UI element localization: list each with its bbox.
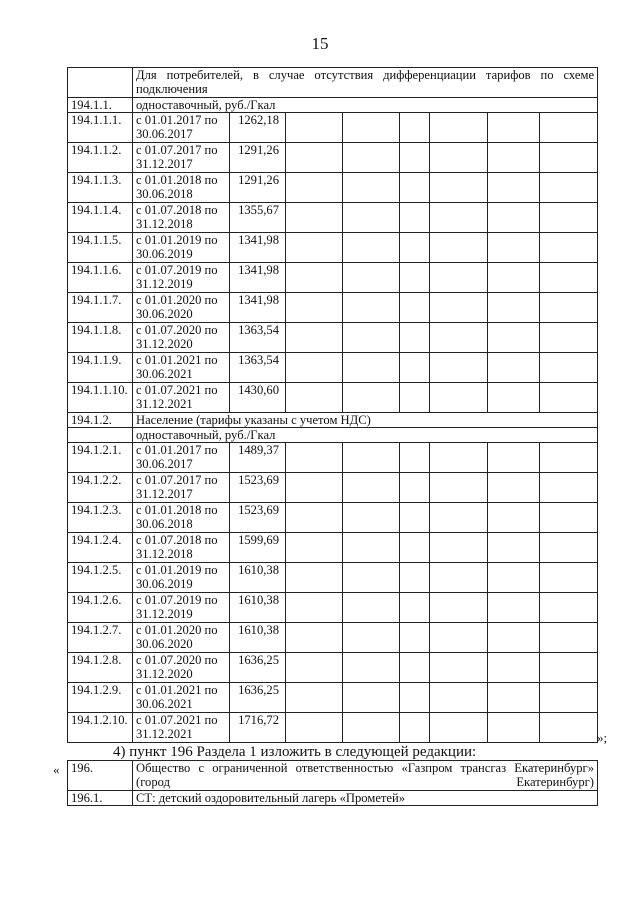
tariff-row	[68, 113, 598, 143]
empty-cell	[540, 323, 598, 353]
empty-cell	[430, 143, 488, 173]
empty-cell	[540, 683, 598, 713]
page-number: 15	[311, 34, 329, 53]
empty-cell	[540, 593, 598, 623]
empty-cell	[488, 293, 540, 323]
tariff-row	[68, 443, 598, 473]
tariff-row	[68, 203, 598, 233]
empty-cell	[540, 383, 598, 413]
empty-cell	[286, 593, 343, 623]
close-quote: »;	[597, 730, 608, 745]
group2-label: Население (тарифы указаны с учетом НДС)	[133, 413, 598, 428]
tariff-table	[67, 67, 598, 743]
empty-cell	[430, 323, 488, 353]
tariff-code: 194.1.1.3.	[68, 173, 133, 203]
empty-cell	[286, 263, 343, 293]
empty-cell	[286, 173, 343, 203]
empty-cell	[343, 623, 400, 653]
empty-cell	[488, 383, 540, 413]
empty-cell	[343, 533, 400, 563]
tariff-value: 1610,38	[230, 593, 286, 623]
empty-cell	[430, 713, 488, 743]
tariff-row	[68, 323, 598, 353]
tariff-value: 1341,98	[230, 233, 286, 263]
empty-cell	[488, 263, 540, 293]
tariff-row	[68, 683, 598, 713]
empty-cell	[400, 653, 430, 683]
empty-cell	[286, 383, 343, 413]
tariff-value: 1363,54	[230, 323, 286, 353]
tariff-period: с 01.07.2019 по 31.12.2019	[133, 263, 230, 293]
empty-cell	[430, 233, 488, 263]
empty-cell	[343, 443, 400, 473]
group1-label: одноставочный, руб./Гкал	[133, 98, 598, 113]
empty-cell	[400, 533, 430, 563]
empty-cell	[343, 473, 400, 503]
empty-cell	[540, 173, 598, 203]
empty-cell	[286, 233, 343, 263]
empty-cell	[430, 623, 488, 653]
empty-cell	[540, 293, 598, 323]
group-row	[68, 428, 598, 443]
tariff-period: с 01.07.2020 по 31.12.2020	[133, 323, 230, 353]
empty-cell	[286, 713, 343, 743]
empty-cell	[286, 683, 343, 713]
tariff-code: 194.1.1.2.	[68, 143, 133, 173]
empty-cell	[430, 293, 488, 323]
tariff-value: 1262,18	[230, 113, 286, 143]
header-code-cell	[68, 68, 133, 98]
empty-cell	[540, 203, 598, 233]
org-code: 196.	[68, 761, 133, 791]
tariff-row	[68, 353, 598, 383]
empty-cell	[400, 563, 430, 593]
tariff-code: 194.1.2.1.	[68, 443, 133, 473]
empty-cell	[430, 563, 488, 593]
empty-cell	[540, 563, 598, 593]
empty-cell	[488, 203, 540, 233]
empty-cell	[286, 653, 343, 683]
empty-cell	[488, 173, 540, 203]
empty-cell	[400, 383, 430, 413]
empty-cell	[343, 323, 400, 353]
empty-cell	[540, 113, 598, 143]
open-quote: «	[53, 762, 60, 777]
tariff-row	[68, 293, 598, 323]
empty-cell	[343, 173, 400, 203]
empty-cell	[540, 233, 598, 263]
tariff-code: 194.1.1.8.	[68, 323, 133, 353]
empty-cell	[343, 293, 400, 323]
empty-cell	[400, 473, 430, 503]
empty-cell	[286, 443, 343, 473]
tariff-row	[68, 473, 598, 503]
empty-cell	[430, 383, 488, 413]
tariff-value: 1355,67	[230, 203, 286, 233]
group-row	[68, 413, 598, 428]
tariff-period: с 01.07.2021 по 31.12.2021	[133, 713, 230, 743]
empty-cell	[488, 143, 540, 173]
tariff-period: с 01.01.2017 по 30.06.2017	[133, 443, 230, 473]
empty-cell	[343, 563, 400, 593]
tariff-period: с 01.01.2018 по 30.06.2018	[133, 173, 230, 203]
empty-cell	[400, 503, 430, 533]
empty-cell	[286, 503, 343, 533]
empty-cell	[343, 233, 400, 263]
empty-cell	[488, 683, 540, 713]
group1-row	[68, 98, 598, 113]
tariff-row	[68, 653, 598, 683]
tariff-row	[68, 263, 598, 293]
empty-cell	[540, 143, 598, 173]
org-code: 196.1.	[68, 791, 133, 806]
empty-cell	[430, 473, 488, 503]
empty-cell	[540, 473, 598, 503]
empty-cell	[488, 533, 540, 563]
empty-cell	[430, 443, 488, 473]
tariff-code: 194.1.2.3.	[68, 503, 133, 533]
empty-cell	[488, 653, 540, 683]
tariff-row	[68, 623, 598, 653]
empty-cell	[540, 653, 598, 683]
tariff-period: с 01.07.2019 по 31.12.2019	[133, 593, 230, 623]
empty-cell	[540, 263, 598, 293]
empty-cell	[343, 653, 400, 683]
empty-cell	[488, 623, 540, 653]
empty-cell	[343, 713, 400, 743]
tariff-row	[68, 533, 598, 563]
empty-cell	[343, 593, 400, 623]
tariff-value: 1523,69	[230, 473, 286, 503]
empty-cell	[540, 713, 598, 743]
empty-cell	[343, 203, 400, 233]
tariff-code: 194.1.1.1.	[68, 113, 133, 143]
empty-cell	[400, 143, 430, 173]
group1-code: 194.1.1.	[68, 98, 133, 113]
empty-cell	[343, 143, 400, 173]
empty-cell	[540, 623, 598, 653]
empty-cell	[286, 323, 343, 353]
tariff-code: 194.1.1.10.	[68, 383, 133, 413]
empty-cell	[430, 203, 488, 233]
empty-cell	[286, 203, 343, 233]
empty-cell	[488, 713, 540, 743]
org-camp-name: СТ: детский оздоровительный лагерь «Прометей»	[133, 791, 598, 806]
tariff-code: 194.1.1.9.	[68, 353, 133, 383]
empty-cell	[400, 683, 430, 713]
empty-cell	[400, 233, 430, 263]
empty-cell	[540, 353, 598, 383]
tariff-period: с 01.07.2018 по 31.12.2018	[133, 203, 230, 233]
tariff-code: 194.1.1.5.	[68, 233, 133, 263]
empty-cell	[430, 173, 488, 203]
tariff-code: 194.1.2.5.	[68, 563, 133, 593]
tariff-value: 1610,38	[230, 623, 286, 653]
empty-cell	[488, 593, 540, 623]
tariff-row	[68, 713, 598, 743]
tariff-period: с 01.07.2018 по 31.12.2018	[133, 533, 230, 563]
empty-cell	[488, 473, 540, 503]
tariff-period: с 01.01.2020 по 30.06.2020	[133, 293, 230, 323]
empty-cell	[430, 593, 488, 623]
tariff-code: 194.1.2.6.	[68, 593, 133, 623]
group2-code: 194.1.2.	[68, 413, 133, 428]
empty-cell	[488, 323, 540, 353]
empty-cell	[488, 353, 540, 383]
empty-cell	[400, 263, 430, 293]
empty-cell	[343, 503, 400, 533]
tariff-row	[68, 563, 598, 593]
empty-cell	[430, 503, 488, 533]
empty-cell	[430, 653, 488, 683]
tariff-value: 1610,38	[230, 563, 286, 593]
empty-cell	[343, 683, 400, 713]
tariff-period: с 01.01.2021 по 30.06.2021	[133, 353, 230, 383]
empty-cell	[430, 353, 488, 383]
tariff-value: 1636,25	[230, 653, 286, 683]
empty-cell	[540, 533, 598, 563]
instruction-text: 4) пункт 196 Раздела 1 изложить в следующей редакции:	[113, 744, 477, 760]
empty-cell	[400, 203, 430, 233]
tariff-code: 194.1.1.7.	[68, 293, 133, 323]
empty-cell	[286, 533, 343, 563]
header-consumers: Для потребителей, в случае отсутствия дифференциации тарифов по схеме подключения	[133, 68, 598, 98]
empty-cell	[400, 443, 430, 473]
empty-cell	[400, 323, 430, 353]
tariff-period: с 01.01.2021 по 30.06.2021	[133, 683, 230, 713]
tariff-value: 1489,37	[230, 443, 286, 473]
empty-cell	[400, 293, 430, 323]
empty-cell	[488, 113, 540, 143]
tariff-row	[68, 503, 598, 533]
tariff-value: 1716,72	[230, 713, 286, 743]
empty-cell	[488, 443, 540, 473]
tariff-period: с 01.01.2019 по 30.06.2019	[133, 563, 230, 593]
empty-cell	[540, 443, 598, 473]
org-row	[68, 761, 598, 791]
tariff-period: с 01.01.2020 по 30.06.2020	[133, 623, 230, 653]
empty-cell	[540, 503, 598, 533]
empty-cell	[400, 593, 430, 623]
tariff-row	[68, 143, 598, 173]
empty-cell	[430, 113, 488, 143]
tariff-row	[68, 233, 598, 263]
empty-cell	[400, 173, 430, 203]
tariff-code: 194.1.2.2.	[68, 473, 133, 503]
tariff-value: 1523,69	[230, 503, 286, 533]
group2-sublabel: одноставочный, руб./Гкал	[133, 428, 598, 443]
empty-cell	[400, 713, 430, 743]
empty-cell	[343, 383, 400, 413]
tariff-row	[68, 173, 598, 203]
empty-cell	[343, 263, 400, 293]
empty-cell	[400, 353, 430, 383]
empty-cell	[400, 113, 430, 143]
tariff-row	[68, 593, 598, 623]
empty-cell	[430, 533, 488, 563]
org-row	[68, 791, 598, 806]
tariff-row	[68, 383, 598, 413]
empty-cell	[343, 113, 400, 143]
tariff-value: 1363,54	[230, 353, 286, 383]
empty-cell	[286, 563, 343, 593]
group2-sub-code	[68, 428, 133, 443]
tariff-value: 1291,26	[230, 173, 286, 203]
empty-cell	[430, 683, 488, 713]
tariff-code: 194.1.2.7.	[68, 623, 133, 653]
tariff-value: 1341,98	[230, 263, 286, 293]
tariff-value: 1341,98	[230, 293, 286, 323]
tariff-period: с 01.07.2021 по 31.12.2021	[133, 383, 230, 413]
tariff-period: с 01.07.2017 по 31.12.2017	[133, 473, 230, 503]
tariff-period: с 01.01.2018 по 30.06.2018	[133, 503, 230, 533]
tariff-code: 194.1.2.10.	[68, 713, 133, 743]
empty-cell	[488, 233, 540, 263]
empty-cell	[400, 623, 430, 653]
empty-cell	[488, 563, 540, 593]
tariff-code: 194.1.2.9.	[68, 683, 133, 713]
tariff-code: 194.1.2.4.	[68, 533, 133, 563]
empty-cell	[286, 293, 343, 323]
tariff-period: с 01.07.2020 по 31.12.2020	[133, 653, 230, 683]
empty-cell	[343, 353, 400, 383]
empty-cell	[286, 353, 343, 383]
empty-cell	[488, 503, 540, 533]
tariff-code: 194.1.2.8.	[68, 653, 133, 683]
tariff-value: 1430,60	[230, 383, 286, 413]
empty-cell	[286, 113, 343, 143]
tariff-period: с 01.01.2019 по 30.06.2019	[133, 233, 230, 263]
tariff-code: 194.1.1.4.	[68, 203, 133, 233]
tariff-value: 1636,25	[230, 683, 286, 713]
tariff-code: 194.1.1.6.	[68, 263, 133, 293]
empty-cell	[286, 623, 343, 653]
empty-cell	[286, 473, 343, 503]
tariff-period: с 01.01.2017 по 30.06.2017	[133, 113, 230, 143]
tariff-period: с 01.07.2017 по 31.12.2017	[133, 143, 230, 173]
header-row	[68, 68, 598, 98]
org-name: Общество с ограниченной ответственностью «Газпром трансгаз Екатеринбург» (город Екатеринбург)	[133, 761, 598, 791]
tariff-value: 1291,26	[230, 143, 286, 173]
empty-cell	[286, 143, 343, 173]
empty-cell	[430, 263, 488, 293]
tariff-value: 1599,69	[230, 533, 286, 563]
org-table	[67, 760, 598, 806]
